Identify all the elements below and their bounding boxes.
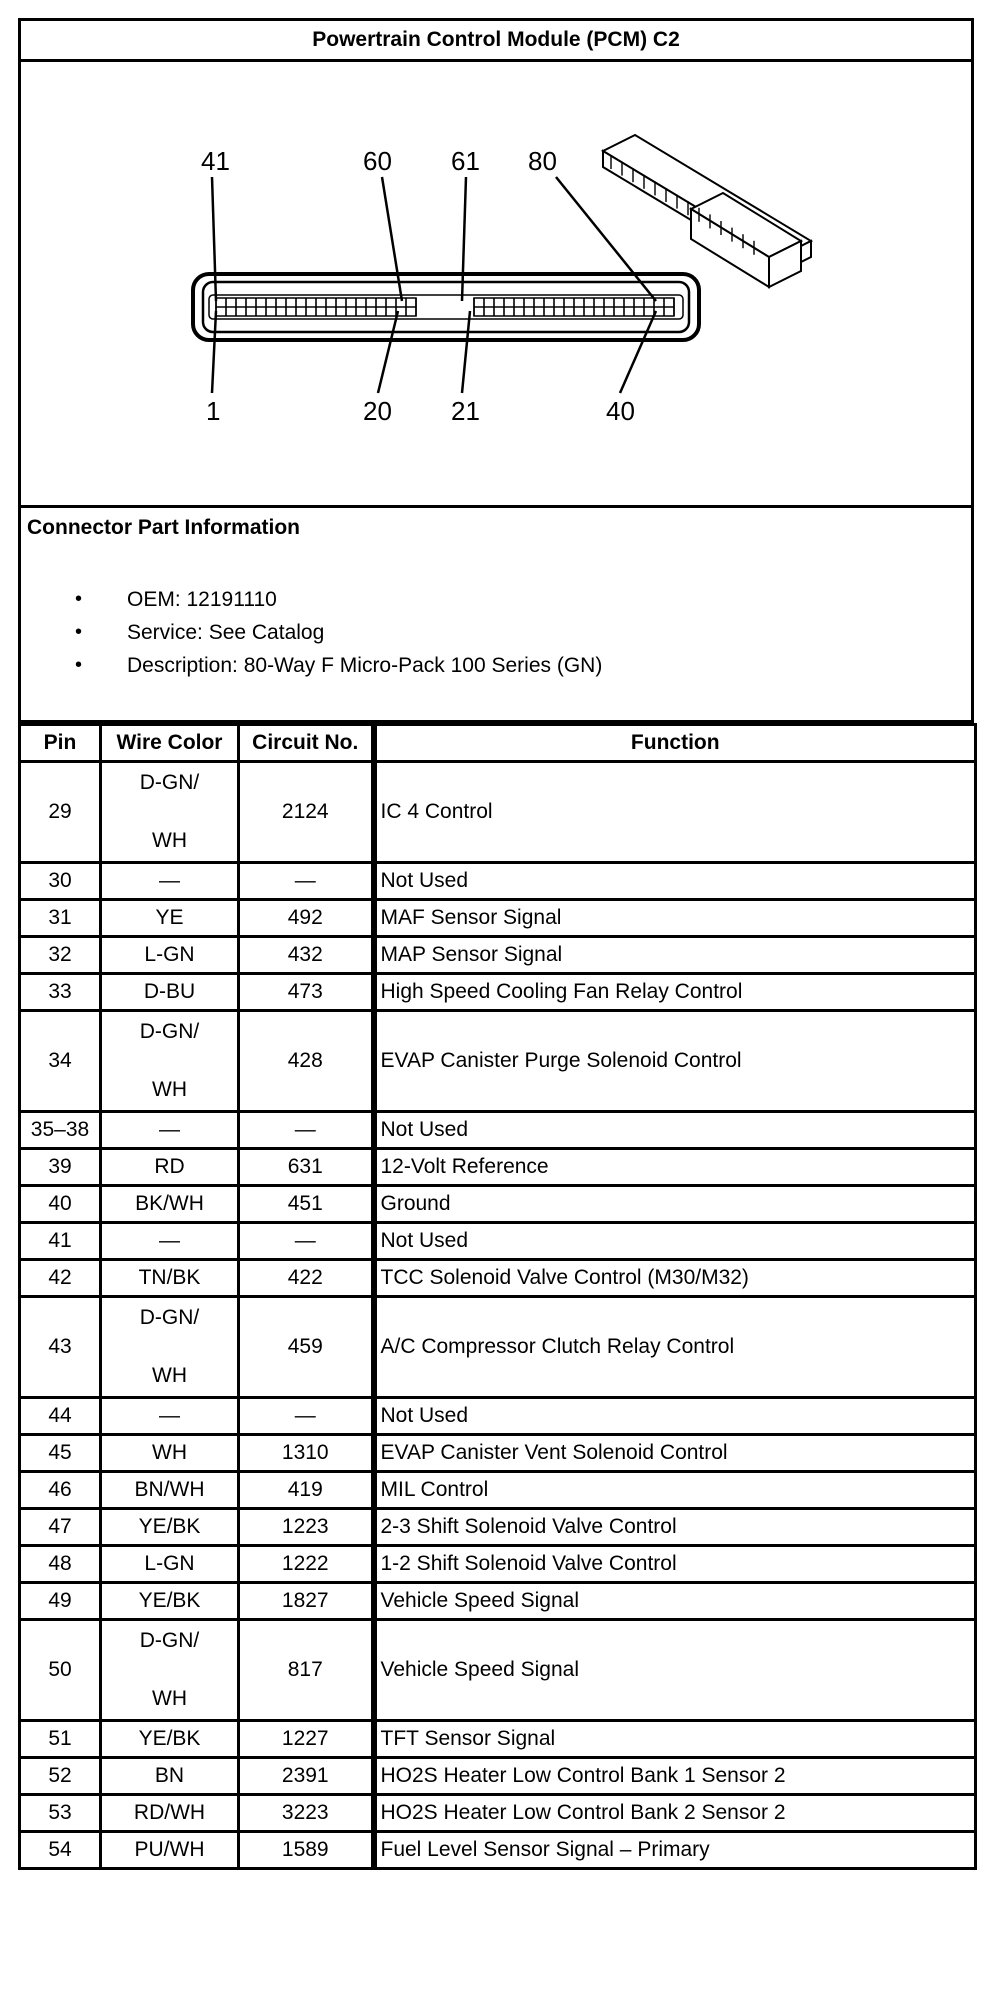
cell-circuit-no: 1227 xyxy=(239,1721,374,1758)
connector-pins xyxy=(216,298,674,316)
table-row xyxy=(20,1758,976,1795)
cell-pin: 52 xyxy=(20,1758,101,1795)
cell-pin: 54 xyxy=(20,1832,101,1869)
header-function: Function xyxy=(374,725,976,762)
cell-wire-color: L-GN xyxy=(101,1546,239,1583)
header-pin: Pin xyxy=(20,725,101,762)
connector-illustration xyxy=(21,59,971,505)
cell-function: A/C Compressor Clutch Relay Control xyxy=(374,1297,976,1398)
cell-function: TCC Solenoid Valve Control (M30/M32) xyxy=(374,1260,976,1297)
cell-pin: 47 xyxy=(20,1509,101,1546)
cell-pin: 35–38 xyxy=(20,1112,101,1149)
cell-circuit-no: 492 xyxy=(239,900,374,937)
cell-circuit-no: 451 xyxy=(239,1186,374,1223)
cell-circuit-no: 631 xyxy=(239,1149,374,1186)
cell-circuit-no: 459 xyxy=(239,1297,374,1398)
cell-pin: 42 xyxy=(20,1260,101,1297)
table-row xyxy=(20,1011,976,1112)
cell-circuit-no: — xyxy=(239,1398,374,1435)
cell-function: Vehicle Speed Signal xyxy=(374,1620,976,1721)
cell-function: High Speed Cooling Fan Relay Control xyxy=(374,974,976,1011)
cell-wire-color: — xyxy=(101,1398,239,1435)
table-row xyxy=(20,1795,976,1832)
table-row xyxy=(20,1112,976,1149)
table-row xyxy=(20,1472,976,1509)
cell-wire-color: — xyxy=(101,1112,239,1149)
cell-pin: 48 xyxy=(20,1546,101,1583)
cell-circuit-no: — xyxy=(239,863,374,900)
cell-wire-color xyxy=(101,1620,239,1721)
cell-wire-color xyxy=(101,762,239,863)
cell-function: Fuel Level Sensor Signal – Primary xyxy=(374,1832,976,1869)
cell-circuit-no: 2124 xyxy=(239,762,374,863)
table-row xyxy=(20,937,976,974)
cell-pin: 40 xyxy=(20,1186,101,1223)
connector-perspective-icon xyxy=(603,135,811,287)
cell-circuit-no: 3223 xyxy=(239,1795,374,1832)
wire-color-line-1: D-GN/ xyxy=(139,1020,200,1043)
pin-function-table xyxy=(18,723,977,1870)
connector-diagram xyxy=(18,59,974,508)
wire-color-line-2: WH xyxy=(152,1687,187,1710)
info-item-service: • Service: See Catalog xyxy=(75,616,602,649)
cell-pin: 53 xyxy=(20,1795,101,1832)
table-row xyxy=(20,1398,976,1435)
cell-function: IC 4 Control xyxy=(374,762,976,863)
pin-label-60: 60 xyxy=(363,146,392,176)
cell-pin: 31 xyxy=(20,900,101,937)
cell-circuit-no: 817 xyxy=(239,1620,374,1721)
cell-function: Not Used xyxy=(374,1112,976,1149)
wire-color-line-1: D-GN/ xyxy=(139,1306,200,1329)
connector-document xyxy=(18,18,974,1984)
cell-circuit-no: 1222 xyxy=(239,1546,374,1583)
cell-circuit-no: 428 xyxy=(239,1011,374,1112)
cell-wire-color: — xyxy=(101,1223,239,1260)
table-row xyxy=(20,1186,976,1223)
cell-circuit-no: 432 xyxy=(239,937,374,974)
table-row xyxy=(20,900,976,937)
cell-function: Not Used xyxy=(374,1398,976,1435)
cell-function: Not Used xyxy=(374,863,976,900)
table-body xyxy=(20,762,976,1869)
cell-wire-color: RD xyxy=(101,1149,239,1186)
cell-wire-color: — xyxy=(101,863,239,900)
cell-wire-color: BN xyxy=(101,1758,239,1795)
cell-pin: 50 xyxy=(20,1620,101,1721)
connector-part-information xyxy=(18,508,974,723)
cell-wire-color: PU/WH xyxy=(101,1832,239,1869)
cell-function: HO2S Heater Low Control Bank 2 Sensor 2 xyxy=(374,1795,976,1832)
cell-pin: 29 xyxy=(20,762,101,863)
table-row xyxy=(20,1509,976,1546)
cell-pin: 30 xyxy=(20,863,101,900)
cell-pin: 41 xyxy=(20,1223,101,1260)
cell-function: MIL Control xyxy=(374,1472,976,1509)
cell-function: HO2S Heater Low Control Bank 1 Sensor 2 xyxy=(374,1758,976,1795)
table-row xyxy=(20,1546,976,1583)
info-list xyxy=(75,583,602,682)
pin-label-40: 40 xyxy=(606,396,635,426)
table-row xyxy=(20,1721,976,1758)
document-title: Powertrain Control Module (PCM) C2 xyxy=(18,18,974,62)
wire-color-line-2: WH xyxy=(152,1078,187,1101)
table-row xyxy=(20,762,976,863)
cell-circuit-no: — xyxy=(239,1112,374,1149)
cell-function: MAF Sensor Signal xyxy=(374,900,976,937)
cell-pin: 51 xyxy=(20,1721,101,1758)
table-row xyxy=(20,1260,976,1297)
table-row xyxy=(20,1583,976,1620)
cell-function: 1-2 Shift Solenoid Valve Control xyxy=(374,1546,976,1583)
cell-function: Vehicle Speed Signal xyxy=(374,1583,976,1620)
cell-wire-color: YE xyxy=(101,900,239,937)
cell-wire-color: YE/BK xyxy=(101,1509,239,1546)
cell-wire-color: BN/WH xyxy=(101,1472,239,1509)
table-row xyxy=(20,974,976,1011)
pin-label-20: 20 xyxy=(363,396,392,426)
cell-function: EVAP Canister Purge Solenoid Control xyxy=(374,1011,976,1112)
cell-pin: 34 xyxy=(20,1011,101,1112)
cell-function: Not Used xyxy=(374,1223,976,1260)
cell-circuit-no: 473 xyxy=(239,974,374,1011)
cell-wire-color: D-BU xyxy=(101,974,239,1011)
cell-circuit-no: 1589 xyxy=(239,1832,374,1869)
table-header-row xyxy=(20,725,976,762)
cell-pin: 39 xyxy=(20,1149,101,1186)
cell-circuit-no: — xyxy=(239,1223,374,1260)
cell-wire-color: BK/WH xyxy=(101,1186,239,1223)
cell-function: TFT Sensor Signal xyxy=(374,1721,976,1758)
cell-function: MAP Sensor Signal xyxy=(374,937,976,974)
cell-wire-color xyxy=(101,1297,239,1398)
pin-label-21: 21 xyxy=(451,396,480,426)
cell-wire-color: YE/BK xyxy=(101,1583,239,1620)
cell-pin: 33 xyxy=(20,974,101,1011)
cell-wire-color: YE/BK xyxy=(101,1721,239,1758)
cell-circuit-no: 422 xyxy=(239,1260,374,1297)
wire-color-line-1: D-GN/ xyxy=(139,771,200,794)
cell-function: EVAP Canister Vent Solenoid Control xyxy=(374,1435,976,1472)
cell-pin: 49 xyxy=(20,1583,101,1620)
pin-label-1: 1 xyxy=(206,396,221,426)
cell-circuit-no: 2391 xyxy=(239,1758,374,1795)
header-wire-color: Wire Color xyxy=(101,725,239,762)
pin-leader-lines xyxy=(212,177,656,393)
cell-function: 12-Volt Reference xyxy=(374,1149,976,1186)
pin-label-41: 41 xyxy=(201,146,230,176)
cell-function: 2-3 Shift Solenoid Valve Control xyxy=(374,1509,976,1546)
cell-wire-color: WH xyxy=(101,1435,239,1472)
cell-pin: 43 xyxy=(20,1297,101,1398)
cell-circuit-no: 1827 xyxy=(239,1583,374,1620)
table-row xyxy=(20,1223,976,1260)
cell-wire-color: L-GN xyxy=(101,937,239,974)
cell-pin: 45 xyxy=(20,1435,101,1472)
cell-circuit-no: 1223 xyxy=(239,1509,374,1546)
wire-color-line-2: WH xyxy=(152,829,187,852)
info-item-oem: • OEM: 12191110 xyxy=(75,583,602,616)
cell-pin: 32 xyxy=(20,937,101,974)
pin-label-61: 61 xyxy=(451,146,480,176)
cell-wire-color: TN/BK xyxy=(101,1260,239,1297)
info-heading: Connector Part Information xyxy=(27,516,301,539)
cell-wire-color xyxy=(101,1011,239,1112)
header-circuit-no: Circuit No. xyxy=(239,725,374,762)
wire-color-line-1: D-GN/ xyxy=(139,1629,200,1652)
cell-circuit-no: 1310 xyxy=(239,1435,374,1472)
info-item-description: • Description: 80-Way F Micro-Pack 100 Series (GN) xyxy=(75,649,602,682)
wire-color-line-2: WH xyxy=(152,1364,187,1387)
cell-function: Ground xyxy=(374,1186,976,1223)
table-row xyxy=(20,863,976,900)
cell-circuit-no: 419 xyxy=(239,1472,374,1509)
cell-pin: 44 xyxy=(20,1398,101,1435)
table-row xyxy=(20,1620,976,1721)
table-row xyxy=(20,1297,976,1398)
table-row xyxy=(20,1149,976,1186)
cell-pin: 46 xyxy=(20,1472,101,1509)
cell-wire-color: RD/WH xyxy=(101,1795,239,1832)
pin-label-80: 80 xyxy=(528,146,557,176)
table-row xyxy=(20,1832,976,1869)
table-row xyxy=(20,1435,976,1472)
